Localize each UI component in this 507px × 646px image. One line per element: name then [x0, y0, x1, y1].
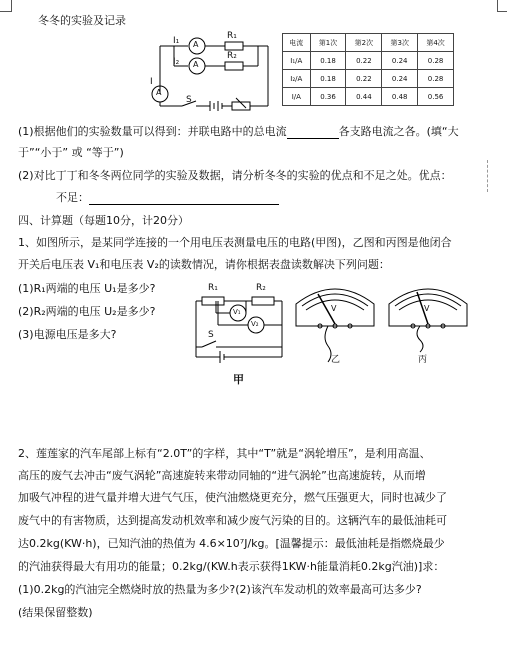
- problem-2-line-5: 达0.2kg(KW·h)，已知汽油的热值为 4.6×10⁷J/kg。[温馨提示：最低油耗是指燃烧最少: [18, 537, 445, 550]
- table-cell: 0.18: [310, 52, 346, 70]
- question-1-text-b: 各支路电流之各。(填“大: [338, 125, 459, 138]
- table-row: [283, 52, 454, 70]
- table-header-row: [283, 34, 454, 52]
- question-2-line-1: (2)对比丁丁和冬冬两位同学的实验及数据，请分析冬冬的实验的优点和不足之处。优点：: [18, 169, 452, 182]
- table-header-cell: 第1次: [310, 34, 346, 52]
- figure-label-yi: 乙: [331, 355, 341, 365]
- problem-2-line-1: 2、莲莲家的汽车尾部上标有“2.0T”的字样，其中“T”就是“涡轮增压”，是利用高温、: [18, 447, 431, 460]
- table-cell: 0.44: [346, 88, 382, 106]
- table-cell: 0.22: [346, 70, 382, 88]
- table-header-cell: 第3次: [382, 34, 418, 52]
- table-cell: I₂/A: [283, 70, 311, 88]
- circuit-diagram-2: [188, 287, 288, 367]
- problem-2-line-3: 加吸气冲程的进气量并增大进气气压，使汽油燃烧更充分，燃气压强更大，同时也减少了: [18, 491, 447, 504]
- table-cell: 0.24: [382, 70, 418, 88]
- problem-1-sub-1: (1)R₁两端的电压 U₁是多少?: [18, 282, 156, 295]
- corner-mark-top-left: [0, 0, 12, 12]
- question-2-line-2: [56, 191, 279, 205]
- problem-1-sub-2: (2)R₂两端的电压 U₂是多少?: [18, 305, 156, 318]
- problem-1-intro-1: 1、如图所示，是某同学连接的一个用电压表测量电压的电路(甲图)，乙图和丙图是他闭合: [18, 236, 452, 249]
- table-row: [283, 88, 454, 106]
- circuit1-label-r2: R₂: [227, 51, 237, 61]
- header-title: 冬冬的实验及记录: [38, 14, 126, 27]
- figure-label-bing: 丙: [418, 355, 428, 365]
- table-cell: 0.28: [418, 70, 454, 88]
- current-data-table: [282, 33, 454, 106]
- dial-bing-wire: [410, 324, 430, 354]
- question-2-label-insufficient: 不足：: [56, 191, 89, 204]
- circuit2-label-v2: V₂: [251, 320, 259, 328]
- dial-yi-v-label: V: [331, 304, 337, 313]
- question-1-line-1: [18, 125, 459, 139]
- table-row: [283, 70, 454, 88]
- problem-1-sub-3: (3)电源电压是多大?: [18, 328, 117, 341]
- margin-line: [487, 160, 488, 192]
- question-1-text-a: (1)根据他们的实验数量可以得到：并联电路中的总电流: [18, 125, 287, 138]
- circuit-diagram-1: [150, 32, 280, 112]
- circuit2-label-r2: R₂: [256, 283, 266, 293]
- table-header-cell: 第4次: [418, 34, 454, 52]
- ammeter-label-3: A: [156, 88, 162, 97]
- table-cell: 0.24: [382, 52, 418, 70]
- answer-blank-2[interactable]: [89, 193, 279, 205]
- circuit1-label-r1: R₁: [227, 31, 237, 41]
- problem-1-intro-2: 开关后电压表 V₁和电压表 V₂的读数情况，请你根据表盘读数解决下列问题：: [18, 258, 390, 271]
- circuit2-label-v1: V₁: [233, 308, 241, 316]
- dial-bing-v-label: V: [424, 304, 430, 313]
- answer-blank-1[interactable]: [287, 127, 339, 139]
- table-cell: I/A: [283, 88, 311, 106]
- table-cell: 0.18: [310, 70, 346, 88]
- circuit2-label-r1: R₁: [208, 283, 218, 293]
- circuit1-label-s: S: [186, 95, 192, 105]
- ammeter-label-1: A: [193, 40, 199, 49]
- problem-2-line-2: 高压的废气去冲击“废气涡轮”高速旋转来带动同轴的“进气涡轮”也高速旋转，从而增: [18, 469, 426, 482]
- table-cell: 0.36: [310, 88, 346, 106]
- table-cell: 0.22: [346, 52, 382, 70]
- table-cell: 0.56: [418, 88, 454, 106]
- table-header-cell: 第2次: [346, 34, 382, 52]
- section-4-title: 四、计算题（每题10分，计20分）: [18, 214, 189, 227]
- problem-2-line-4: 废气中的有害物质，达到提高发动机效率和减少废气污染的目的。这辆汽车的最低油耗可: [18, 514, 447, 527]
- circuit1-label-i1: I₁: [173, 36, 180, 46]
- circuit2-label-s: S: [208, 330, 214, 340]
- circuit1-label-i2: I₂: [173, 57, 180, 67]
- problem-2-line-7: (1)0.2kg的汽油完全燃烧时放的热量为多少?(2)该汽车发动机的效率最高可达多少?: [18, 583, 422, 596]
- problem-2-line-6: 的汽油获得最大有用功的能量；0.2kg/(KW.h表示获得1KW·h能量消耗0.2kg汽油)]求：: [18, 560, 445, 573]
- corner-mark-top-right: [497, 0, 507, 12]
- table-cell: 0.28: [418, 52, 454, 70]
- ammeter-label-2: A: [193, 60, 199, 69]
- table-cell: 0.48: [382, 88, 418, 106]
- circuit1-label-i: I: [150, 77, 153, 87]
- table-header-cell: 电流: [283, 34, 311, 52]
- problem-2-line-8: (结果保留整数): [18, 606, 93, 619]
- figure-label-jia: 甲: [233, 373, 244, 386]
- question-1-line-2: 于”“小于” 或 “等于”): [18, 146, 124, 159]
- table-cell: I₁/A: [283, 52, 311, 70]
